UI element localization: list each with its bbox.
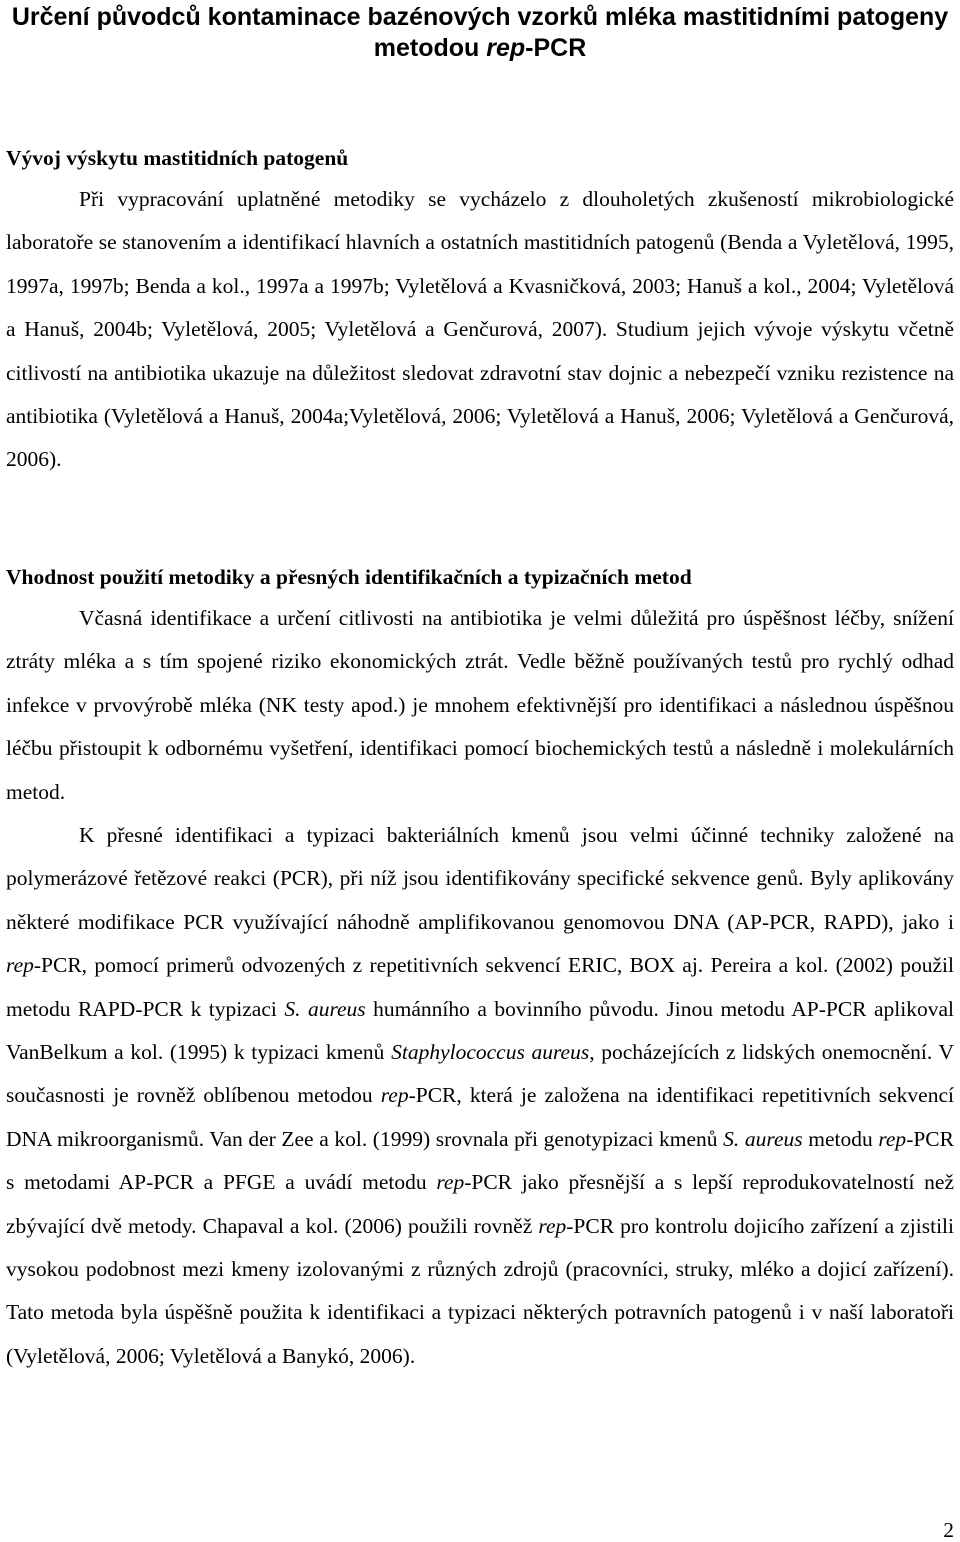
- title-italic-rep: rep: [486, 34, 526, 62]
- page-number: 2: [943, 1518, 954, 1542]
- title-text: Určení původců kontaminace bazénových vzorků mléka mastitidními patogeny metodou: [11, 3, 949, 62]
- section1-paragraph: Při vypracování uplatněné metodiky se vycházelo z dlouholetých zkušeností mikrobiologické laboratoře se stanovením a identifikací hlavních a ostatních mastitidních patogenů (Benda a Vyletělová, 1995, 1997a, 1997b; Benda a kol., 1997a a 1997b; Vyletělová a Kvasničková, 2003; Hanuš a kol., 2004; Vyletělová a Hanuš, 2004b; Vyletělová, 2005; Vyletělová a Genčurová, 2007). Studium jejich vývoje výskytu včetně citlivostí na antibiotika ukazuje na důležitost sledovat zdravotní stav dojnic a nebezpečí vzniku rezistence na antibiotika (Vyletělová a Hanuš, 2004a;Vyletělová, 2006; Vyletělová a Hanuš, 2006; Vyletělová a Genčurová, 2006).: [6, 187, 954, 472]
- section2-paragraph-2: K přesné identifikaci a typizaci bakteriálních kmenů jsou velmi účinné techniky založené na polymerázové řetězové reakci (PCR), při níž jsou identifikovány specifické sekvence genů. Byly aplikovány některé modifikace PCR využívající náhodně amplifikovanou genomovou DNA (AP-PCR, RAPD), jako i rep-PCR, pomocí primerů odvozených z repetitivních sekvencí ERIC, BOX aj. Pereira a kol. (2002) použil metodu RAPD-PCR k typizaci S. aureus humánního a bovinního původu. Jinou metodu AP-PCR aplikoval VanBelkum a kol. (1995) k typizaci kmenů Staphylococcus aureus, pocházejících z lidských onemocnění. V současnosti je rovněž oblíbenou metodou rep-PCR, která je založena na identifikaci repetitivních sekvencí DNA mikroorganismů. Van der Zee a kol. (1999) srovnala při genotypizaci kmenů S. aureus metodu rep-PCR s metodami AP-PCR a PFGE a uvádí metodu rep-PCR jako přesnější a s lepší reprodukovatelností než zbývající dvě metody. Chapaval a kol. (2006) použili rovněž rep-PCR pro kontrolu dojicího zařízení a zjistili vysokou podobnost mezi kmeny izolovanými z různých zdrojů (pracovníci, struky, mléko a dojicí zařízení). Tato metoda byla úspěšně použita k identifikaci a typizaci některých potravních patogenů i v naší laboratoři (Vyletělová, 2006; Vyletělová a Banykó, 2006).: [6, 823, 955, 1368]
- section-heading-1: Vývoj výskytu mastitidních patogenů: [6, 146, 349, 170]
- section-heading-2: Vhodnost použití metodiky a přesných identifikačních a typizačních metod: [6, 565, 692, 589]
- title-text-suffix: -PCR: [525, 34, 587, 62]
- document-title: [6, 2, 954, 64]
- section2-paragraph-1: Včasná identifikace a určení citlivosti na antibiotika je velmi důležitá pro úspěšnost léčby, snížení ztráty mléka a s tím spojené riziko ekonomických ztrát. Vedle běžně používaných testů pro rychlý odhad infekce v prvovýrobě mléka (NK testy apod.) je mnohem efektivnější pro identifikaci a následnou úspěšnou léčbu přistoupit k odbornému vyšetření, identifikaci pomocí biochemických testů a následně i molekulárních metod.: [6, 606, 954, 804]
